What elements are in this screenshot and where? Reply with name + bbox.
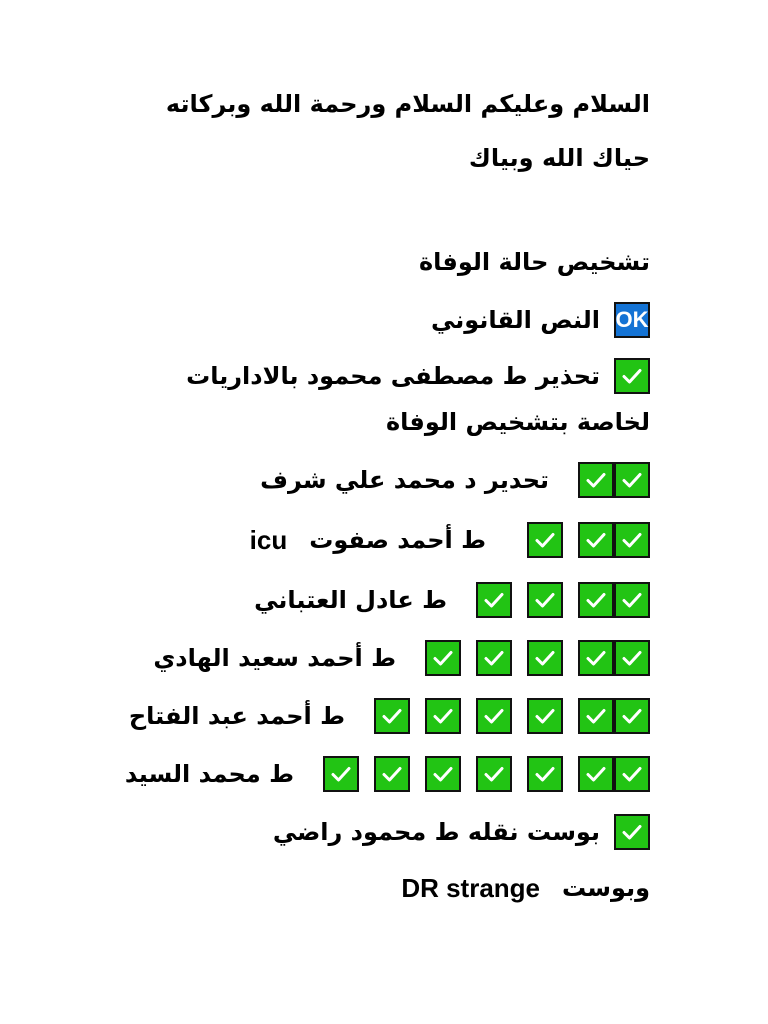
checkmark-icon	[425, 640, 461, 676]
greeting-line	[60, 82, 650, 126]
warning-text-2: لخاصة بتشخيص الوفاة	[385, 408, 650, 436]
checks-sharaf	[563, 462, 650, 498]
row-fattah	[60, 694, 650, 738]
checkmark-icon	[578, 640, 614, 676]
checkmark-icon	[614, 814, 650, 850]
checks-otbani	[461, 582, 650, 618]
row-sayed	[60, 752, 650, 796]
row-fattah-text: ط أحمد عبد الفتاح	[128, 702, 345, 730]
topic-line	[60, 240, 650, 284]
checkmark-icon	[578, 698, 614, 734]
row-sharaf	[60, 458, 650, 502]
checkmark-icon	[527, 522, 563, 558]
greeting-text: السلام وعليكم السلام ورحمة الله وبركاته	[165, 90, 650, 118]
checkmark-icon	[527, 698, 563, 734]
checkmark-icon	[425, 756, 461, 792]
row-sharaf-text: تحدير د محمد علي شرف	[260, 466, 549, 494]
checkmark-icon	[374, 698, 410, 734]
checkmark-icon	[476, 640, 512, 676]
last-text-en: DR strange	[401, 872, 541, 903]
checkmark-icon	[614, 582, 650, 618]
checkmark-icon	[527, 582, 563, 618]
warning-line-2	[60, 400, 650, 444]
row-safwat	[60, 518, 650, 562]
welcome-text: حياك الله وبياك	[468, 144, 650, 172]
checkmark-icon	[614, 756, 650, 792]
last-text-ar: وبوست	[562, 874, 650, 902]
checkmark-icon	[578, 756, 614, 792]
checks-fattah	[359, 698, 650, 734]
checkmark-icon	[614, 358, 650, 394]
row-hadi-text: ط أحمد سعيد الهادي	[153, 644, 396, 672]
row-radi	[60, 810, 650, 854]
row-sayed-text: ط محمد السيد	[124, 760, 294, 788]
checks-warning	[614, 358, 650, 394]
checks-sayed	[308, 756, 650, 792]
checkmark-icon	[476, 756, 512, 792]
checkmark-icon	[614, 640, 650, 676]
warning-line	[60, 354, 650, 398]
checkmark-icon	[578, 582, 614, 618]
row-hadi	[60, 636, 650, 680]
last-line	[60, 866, 650, 910]
checkmark-icon	[476, 698, 512, 734]
checkmark-icon	[374, 756, 410, 792]
row-safwat-icu: icu	[249, 524, 288, 555]
checks-hadi	[410, 640, 650, 676]
ok-icon: OK	[614, 302, 650, 338]
legal-text: النص القانوني	[430, 306, 600, 334]
topic-text: تشخيص حالة الوفاة	[418, 248, 650, 276]
checkmark-icon	[578, 462, 614, 498]
checkmark-icon	[527, 640, 563, 676]
welcome-line	[60, 136, 650, 180]
row-otbani-text: ط عادل العتباني	[254, 586, 447, 614]
checkmark-icon	[578, 522, 614, 558]
warning-text-1: تحذير ط مصطفى محمود بالاداريات	[186, 362, 600, 390]
checkmark-icon	[614, 698, 650, 734]
row-radi-text: بوست نقله ط محمود راضي	[272, 818, 600, 846]
checkmark-icon	[425, 698, 461, 734]
row-safwat-text: ط أحمد صفوت	[309, 526, 486, 554]
checkmark-icon	[323, 756, 359, 792]
checks-radi	[614, 814, 650, 850]
checks-safwat	[512, 522, 650, 558]
checkmark-icon	[476, 582, 512, 618]
checkmark-icon	[527, 756, 563, 792]
legal-line	[60, 298, 650, 342]
checkmark-icon	[614, 522, 650, 558]
checkmark-icon	[614, 462, 650, 498]
row-otbani	[60, 578, 650, 622]
